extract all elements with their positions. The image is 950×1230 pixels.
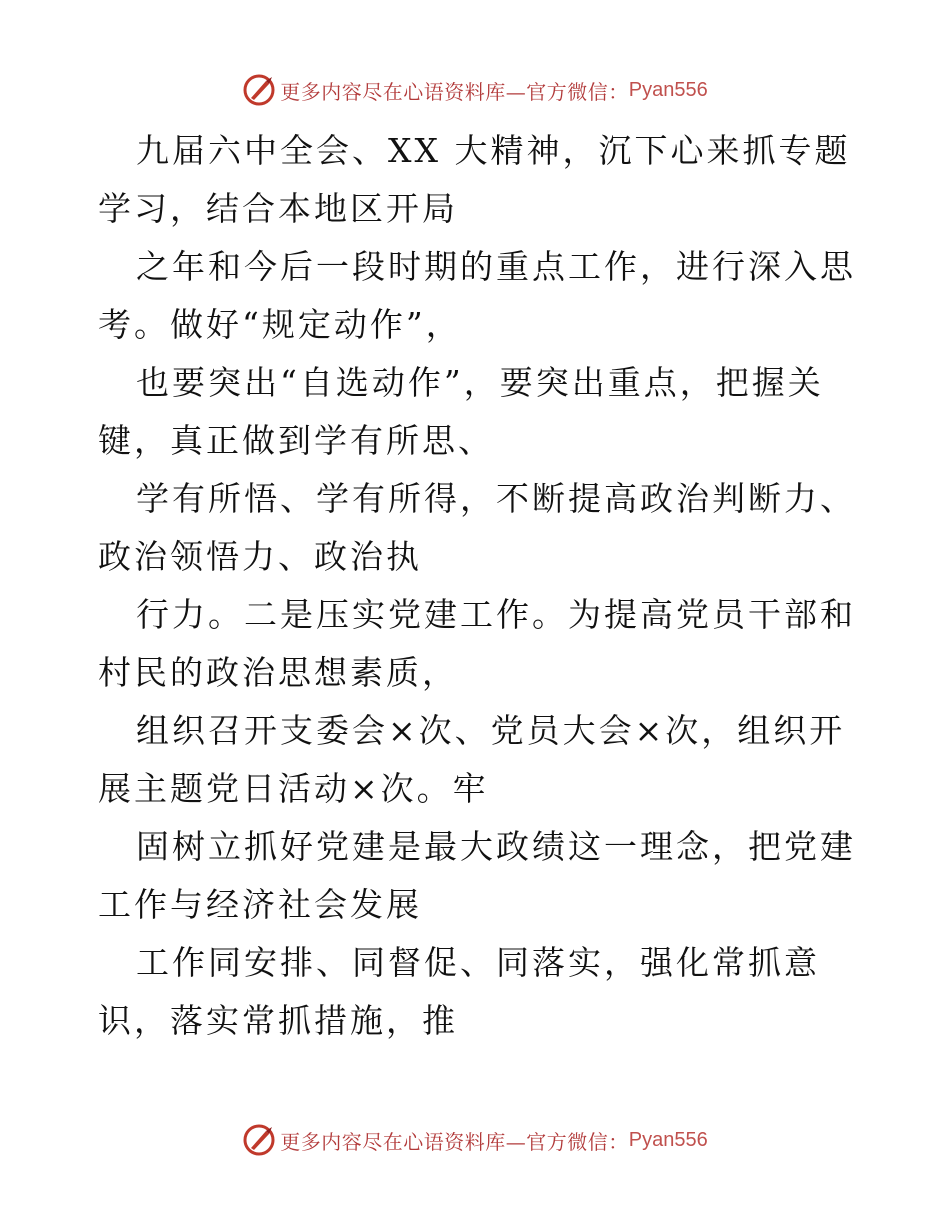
header-banner <box>0 70 950 110</box>
paragraph: 之年和今后一段时期的重点工作，进行深入思考。做好“规定动作”， <box>98 247 856 344</box>
paragraph: 也要突出“自选动作”，要突出重点，把握关键，真正做到学有所思、 <box>98 363 824 460</box>
quill-logo-icon <box>242 73 276 107</box>
banner-text: 更多内容尽在心语资料库—官方微信： <box>280 79 629 104</box>
paragraph: 固树立抓好党建是最大政绩这一理念，把党建工作与经济社会发展 <box>98 827 856 924</box>
paragraph: 学有所悟、学有所得，不断提高政治判断力、政治领悟力、政治执 <box>98 479 856 576</box>
wechat-id: Pyan556 <box>628 1128 708 1151</box>
paragraph: 工作同安排、同督促、同落实，强化常抓意识，落实常抓措施，推 <box>98 943 820 1040</box>
paragraph: 行力。二是压实党建工作。为提高党员干部和村民的政治思想素质， <box>98 595 856 692</box>
wechat-id: Pyan556 <box>628 78 708 101</box>
document-body <box>98 122 858 1050</box>
quill-logo-icon <box>242 1123 276 1157</box>
paragraph: 九届六中全会、XX 大精神，沉下心来抓专题学习，结合本地区开局 <box>98 131 851 228</box>
paragraph: 组织召开支委会×次、党员大会×次，组织开展主题党日活动×次。牢 <box>98 711 846 808</box>
banner-text: 更多内容尽在心语资料库—官方微信： <box>280 1129 629 1154</box>
footer-banner <box>0 1120 950 1160</box>
